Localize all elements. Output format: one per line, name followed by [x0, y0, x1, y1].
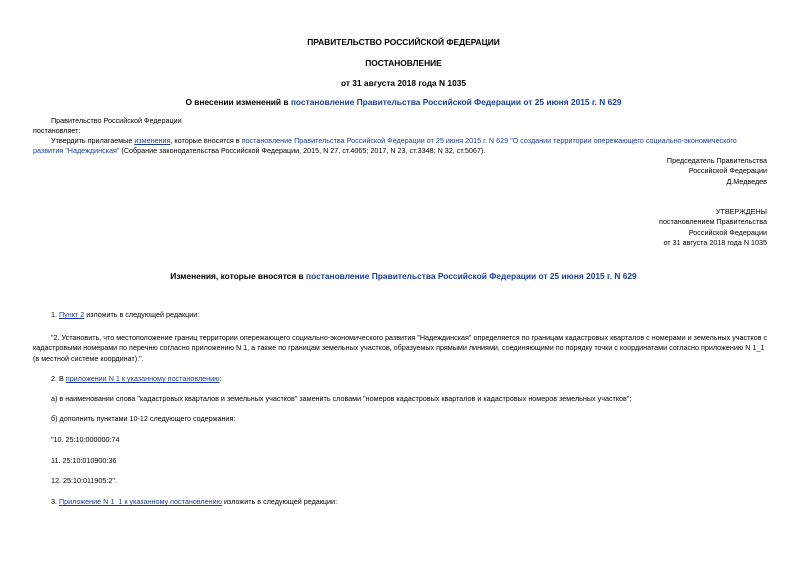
item-2: 2. В приложении N 1 к указанному постановлению:	[51, 374, 222, 383]
date-number-heading: от 31 августа 2018 года N 1035	[340, 78, 467, 88]
item-3: 3. Приложение N 1_1 к указанному постановлению изложить в следующей редакции:	[51, 497, 338, 506]
changes-title-link[interactable]: постановление Правительства Российской Федерации от 25 июня 2015 г. N 629	[306, 271, 637, 281]
approved-line3: Российской Федерации	[688, 227, 767, 237]
item-2-12: 12. 25:10:011905:2".	[51, 476, 117, 485]
approved-line2: постановлением Правительства	[659, 217, 767, 227]
approve-paragraph: Утвердить прилагаемые изменения, которые вносятся в постановление Правительства Российской Федерации от 25 июня 2015 г. N 629 "О создании территории опережающего социально-экономического развития "Надеждинская" (Собрание законодательства Российской Федерации, 2015, N 27, ст.4065; 2017, N 23, ст.3348; N 32, ст.5067).	[33, 136, 737, 156]
document-title	[0, 96, 807, 108]
approved-line4: от 31 августа 2018 года N 1035	[663, 238, 767, 248]
item-2-link[interactable]: приложении N 1 к указанному постановлению	[65, 374, 220, 383]
changes-link[interactable]: изменения	[134, 136, 171, 145]
item-1-link[interactable]: Пункт 2	[59, 310, 85, 319]
signature-block	[667, 156, 767, 187]
changes-title: Изменения, которые вносятся в постановление Правительства Российской Федерации от 25 июня 2015 г. N 629	[170, 271, 637, 281]
government-heading: ПРАВИТЕЛЬСТВО РОССИЙСКОЙ ФЕДЕРАЦИИ	[307, 37, 500, 47]
item-2-11: 11. 25:10:010900:36	[51, 456, 117, 465]
doc-type-heading: ПОСТАНОВЛЕНИЕ	[365, 58, 442, 68]
item-1: 1. Пункт 2 изложить в следующей редакции:	[51, 310, 200, 319]
preamble-line2: постановляет:	[33, 126, 81, 135]
approved-block	[659, 207, 767, 249]
preamble-line1: Правительство Российской Федерации	[51, 116, 182, 125]
signature-line1: Председатель Правительства	[666, 156, 767, 165]
item-2a: а) в наименовании слова "кадастровых кварталов и земельных участков" заменить словами "номеров кадастровых кварталов и кадастровых номеров земельных участков";	[51, 394, 632, 403]
resolution-629-link[interactable]: постановление Правительства Российской Федерации от 25 июня 2015 г. N 629 "О создании территории опережающего социально-экономического развития "Надеждинская"	[33, 136, 737, 156]
title-prefix: О внесении изменений в	[185, 97, 291, 107]
item-2b: б) дополнить пунктами 10-12 следующего содержания:	[51, 414, 236, 423]
item-3-link[interactable]: Приложение N 1_1 к указанному постановлению	[59, 497, 223, 506]
approved-line1: УТВЕРЖДЕНЫ	[715, 207, 767, 216]
item-2-10: "10. 25:10:000000:74	[51, 435, 120, 444]
signature-name: Д.Медведев	[726, 176, 767, 186]
title-link[interactable]: постановление Правительства Российской Федерации от 25 июня 2015 г. N 629	[290, 97, 622, 107]
item-1-quote: "2. Установить, что местоположение границ территории опережающего социально-экономического развития "Надеждинская" определяется по границам кадастровых кварталов с номерами и земельных участков с кадастровыми номерами по перечню согласно приложению N 1, а также по границам земельных участков, образуемых прямыми линиями, соединяющими по порядку точки с координатами согласно приложению N 1_1 (в местной системе координат).".	[33, 333, 768, 363]
signature-line2: Российской Федерации	[688, 166, 767, 176]
